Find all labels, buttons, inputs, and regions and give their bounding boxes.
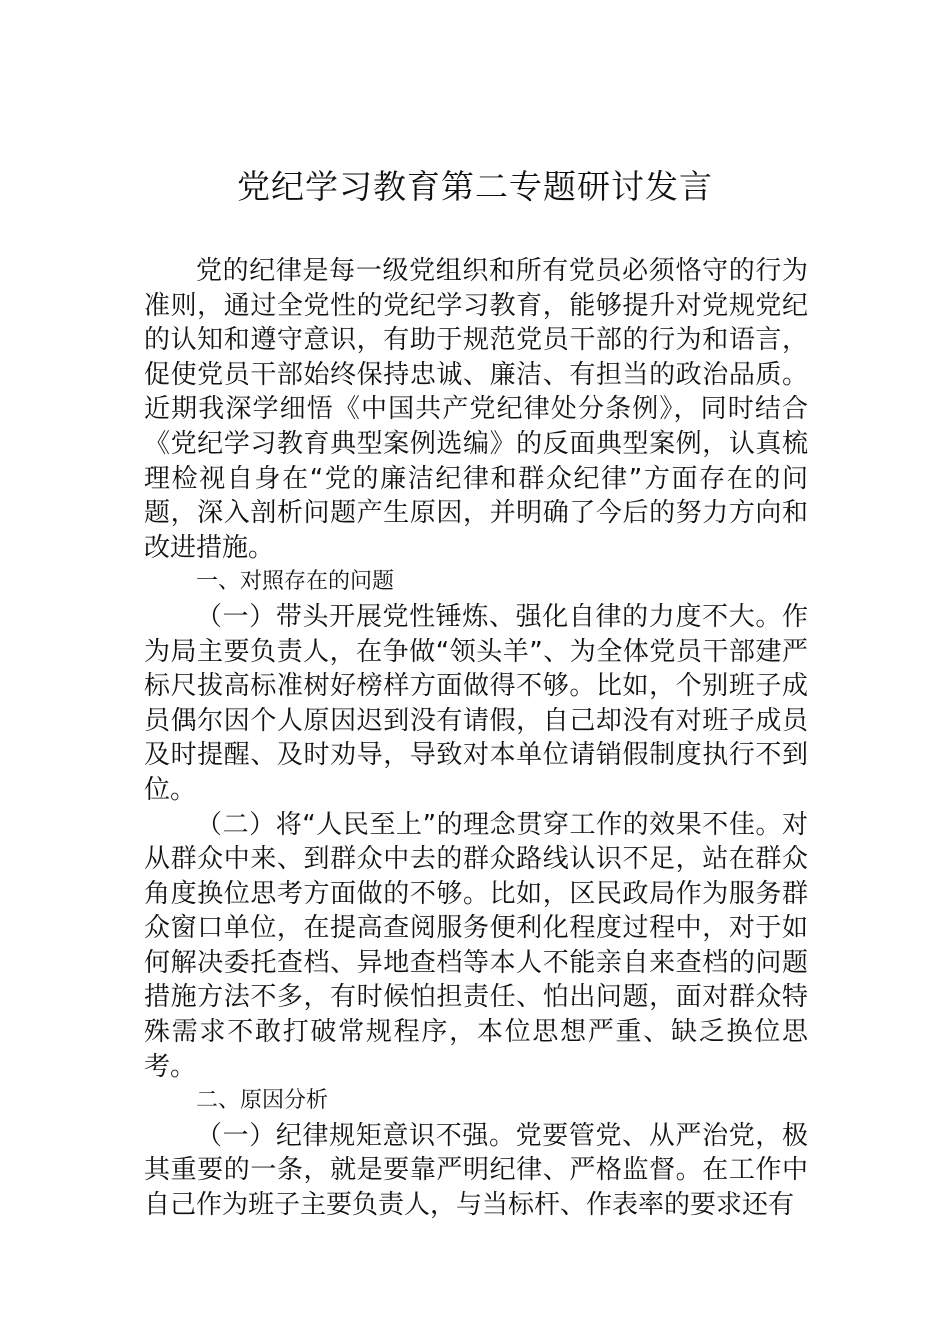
document-body xyxy=(144,254,808,1223)
problem-item-1: （一）带头开展党性锤炼、强化自律的力度不大。作为局主要负责人，在争做“领头羊”、为全体党员干部建严标尺拔高标准树好榜样方面做得不够。比如，个别班子成员偶尔因个人原因迟到没有请假，自己却没有对班子成员及时提醒、及时劝导，导致对本单位请销假制度执行不到位。 xyxy=(144,601,808,805)
cause-item-1: （一）纪律规矩意识不强。党要管党、从严治党，极其重要的一条，就是要靠严明纪律、严格监督。在工作中自己作为班子主要负责人，与当标杆、作表率的要求还有 xyxy=(144,1120,808,1221)
intro-paragraph: 党的纪律是每一级党组织和所有党员必须恪守的行为准则，通过全党性的党纪学习教育，能够提升对党规党纪的认知和遵守意识，有助于规范党员干部的行为和语言，促使党员干部始终保持忠诚、廉洁、有担当的政治品质。近期我深学细悟《中国共产党纪律处分条例》，同时结合《党纪学习教育典型案例选编》的反面典型案例，认真梳理检视自身在“党的廉洁纪律和群众纪律”方面存在的问题，深入剖析问题产生原因，并明确了今后的努力方向和改进措施。 xyxy=(144,256,808,563)
section-heading-causes: 二、原因分析 xyxy=(196,1088,329,1114)
document-title: 党纪学习教育第二专题研讨发言 xyxy=(237,167,713,206)
section-heading-problems: 一、对照存在的问题 xyxy=(196,569,395,595)
problem-item-2: （二）将“人民至上”的理念贯穿工作的效果不佳。对从群众中来、到群众中去的群众路线认识不足，站在群众角度换位思考方面做的不够。比如，区民政局作为服务群众窗口单位，在提高查阅服务便利化程度过程中，对于如何解决委托查档、异地查档等本人不能亲自来查档的问题措施方法不多，有时候怕担责任、怕出问题，面对群众特殊需求不敢打破常规程序，本位思想严重、缺乏换位思考。 xyxy=(144,809,808,1082)
